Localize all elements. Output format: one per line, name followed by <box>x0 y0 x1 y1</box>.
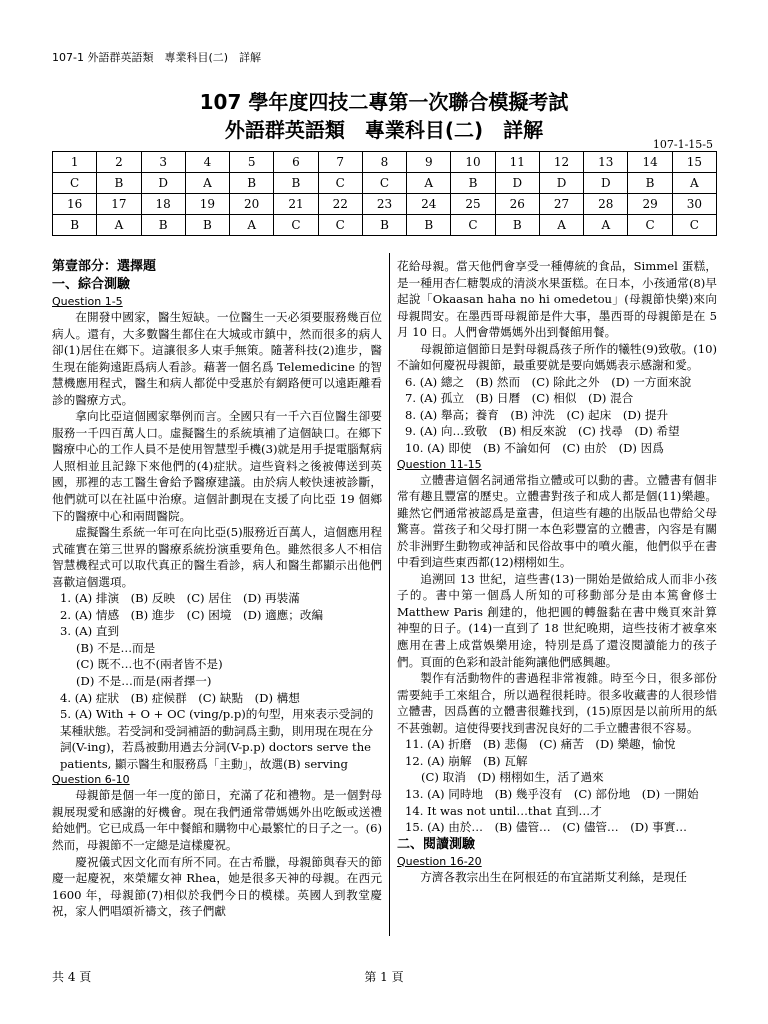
option-line: 7. (A) 孤立 (B) 日曆 (C) 相似 (D) 混合 <box>405 391 634 406</box>
option-line: 14. It was not until…that 直到…才 <box>405 803 602 818</box>
answer-number-cell: 30 <box>672 194 716 215</box>
answer-letter-cell: B <box>362 215 406 236</box>
answer-letter-cell: C <box>362 173 406 194</box>
exam-title: 107 學年度四技二專第一次聯合模擬考試 <box>199 90 569 114</box>
part-heading: 第壹部分：選擇題 <box>52 259 157 274</box>
answer-letter-cell: A <box>584 215 628 236</box>
answer-letter-cell: B <box>141 215 185 236</box>
question-group-label: Question 11-15 <box>397 457 482 471</box>
answer-number-cell: 1 <box>53 152 97 173</box>
option-line: 2. (A) 情感 (B) 進步 (C) 困境 (D) 適應；改編 <box>60 607 324 622</box>
answer-letter-cell: C <box>628 215 672 236</box>
passage-paragraph: 立體書這個名詞通常指立體或可以動的書。立體書有個非常有趣且豐富的歷史。立體書對孩子和成人都是個(11)樂趣。雖然它們通常被認爲是童書，但這些有趣的出版品也帶給父母驚喜。當孩子和父母打開一本色彩豐富的立體書，內容是有關於非洲野生動物或神話和民俗故事中的噴火龍，他們似乎在書中看到這些東西都(12)栩栩如生。 <box>397 472 717 570</box>
exam-code: 107-1-15-5 <box>652 138 713 151</box>
answer-number-cell: 25 <box>451 194 495 215</box>
answer-number-cell: 16 <box>53 194 97 215</box>
option-line: 3. (A) 直到 <box>60 624 120 639</box>
passage-paragraph: 虛擬醫生系統一年可在向比亞(5)服務近百萬人，這個應用程式確實在第三世界的醫療系統扮演重要角色。雖然很多人不相信智慧機程式可以取代真正的醫生看診，病人和醫生都顯示出他們喜歡這個選項。 <box>52 525 382 589</box>
answer-key-numbers-row-1 <box>53 152 717 173</box>
option-line: (C) 取消 (D) 栩栩如生，活了過來 <box>421 770 604 785</box>
answer-number-cell: 4 <box>185 152 229 173</box>
answer-letter-cell: C <box>451 215 495 236</box>
passage-paragraph: 方濟各教宗出生在阿根廷的布宜諾斯艾利絲，是現任 <box>420 869 687 884</box>
option-line: 6. (A) 總之 (B) 然而 (C) 除此之外 (D) 一方面來說 <box>405 374 692 389</box>
option-line: 15. (A) 由於… (B) 儘管… (C) 儘管… (D) 事實… <box>405 820 688 835</box>
answer-letter-cell: A <box>230 215 274 236</box>
answer-letter-cell: B <box>97 173 141 194</box>
answer-number-cell: 15 <box>672 152 716 173</box>
passage-paragraph: 在開發中國家，醫生短缺。一位醫生一天必須要服務幾百位病人。還有，大多數醫生都住在大城或市鎮中，然而很多的病人卻(1)居住在鄉下。這讓很多人束手無策。隨著科技(2)進步，醫生現在能夠遠距爲病人看診。藉著一個名爲 Telemedicine 的智慧機應用程式，醫生和病人都從中受惠於有網路便可以遠距離看診的醫療方式。 <box>52 310 382 407</box>
answer-number-cell: 24 <box>407 194 451 215</box>
page-number: 第 1 頁 <box>364 970 404 984</box>
answer-letter-cell: D <box>141 173 185 194</box>
answer-letter-cell: B <box>451 173 495 194</box>
answer-number-cell: 18 <box>141 194 185 215</box>
passage-paragraph: 製作有活動物件的書過程非常複雜。時至今日，很多部份需要純手工來組合，所以過程很耗時。很多收藏書的人很珍惜立體書，因爲舊的立體書很難找到，(15)原因是以前所用的紙不甚強韌。這使得要找到書況良好的二手立體書很不容易。 <box>397 671 717 735</box>
answer-key-table <box>52 151 717 236</box>
answer-number-cell: 5 <box>230 152 274 173</box>
answer-letter-cell: C <box>53 173 97 194</box>
answer-number-cell: 3 <box>141 152 185 173</box>
answer-number-cell: 14 <box>628 152 672 173</box>
answer-letter-cell: D <box>495 173 539 194</box>
option-line: (C) 既不…也不(兩者皆不是) <box>76 657 223 672</box>
option-line: 4. (A) 症狀 (B) 症候群 (C) 缺點 (D) 構想 <box>60 690 300 705</box>
page-header: 107-1 外語群英語類 專業科目(二) 詳解 <box>52 51 262 64</box>
answer-key-answers-row-2 <box>53 215 717 236</box>
answer-number-cell: 22 <box>318 194 362 215</box>
option-line: 5. (A) With + O + OC (ving/p.p)的句型，用來表示受詞的某種狀態。若受詞和受詞補語的動詞爲主動，則用現在現在分詞(V-ing)，若爲被動用過去分詞(V-p.p) doctors serve the patients, 顯示醫生和服務爲「主動」，故選(B) serving <box>60 707 374 771</box>
answer-number-cell: 6 <box>274 152 318 173</box>
answer-key-answers-row-1 <box>53 173 717 194</box>
answer-number-cell: 21 <box>274 194 318 215</box>
answer-letter-cell: D <box>584 173 628 194</box>
left-column <box>52 258 382 920</box>
answer-letter-cell: B <box>628 173 672 194</box>
options-list <box>397 374 717 457</box>
question-group-label: Question 16-20 <box>397 854 482 868</box>
option-line: (B) 不是…而是 <box>76 640 156 655</box>
answer-letter-cell: B <box>274 173 318 194</box>
option-line: 10. (A) 即使 (B) 不論如何 (C) 由於 (D) 因爲 <box>405 441 664 456</box>
options-list <box>397 736 717 835</box>
option-line: 9. (A) 向…致敬 (B) 相反來說 (C) 找尋 (D) 希望 <box>405 424 680 439</box>
answer-number-cell: 29 <box>628 194 672 215</box>
answer-number-cell: 20 <box>230 194 274 215</box>
page-count: 共 4 頁 <box>52 970 92 984</box>
answer-number-cell: 8 <box>362 152 406 173</box>
answer-letter-cell: B <box>495 215 539 236</box>
answer-number-cell: 12 <box>539 152 583 173</box>
passage-paragraph: 追溯回 13 世紀，這些書(13)一開始是做給成人而非小孩子的。書中第一個爲人所知的可移動部分是由本篤會修士 Matthew Paris 創建的，他把圓的轉盤黏在書中幾頁來計算神聖的日子。(14)一直到了 18 世紀晚期，這些技術才被拿來應用在書上成當娛樂用途，特別是爲了還沒閱讀能力的孩子們。頁面的色彩和設計能夠讓他們感興趣。 <box>397 571 717 669</box>
answer-letter-cell: C <box>672 215 716 236</box>
answer-number-cell: 13 <box>584 152 628 173</box>
answer-letter-cell: A <box>539 215 583 236</box>
passage-paragraph: 拿向比亞這個國家舉例而言。全國只有一千六百位醫生卻要服務一千四百萬人口。虛擬醫生的系統填補了這個缺口。在鄉下醫療中心的工作人員不是使用智慧型手機(3)就是用手提電腦幫病人照相並且記錄下來他們的(4)症狀。這些資料之後被傳送到英國，那裡的志工醫生會給予醫療建議。由於病人較快速被診斷，他們就可以在社區中治療。這個計劃現在支援了向比亞 19 個鄉下的醫療中心和兩間醫院。 <box>52 409 382 523</box>
right-column <box>397 258 717 885</box>
passage-paragraph: 慶祝儀式因文化而有所不同。在古希臘，母親節與春天的節慶一起慶祝，來榮耀女神 Rhea，她是很多天神的母親。在西元 1600 年，母親節(7)相似於我們今日的模樣。英國人到教堂慶祝，家人們唱頌祈禱文，孩子們獻 <box>52 854 382 919</box>
answer-letter-cell: B <box>53 215 97 236</box>
answer-number-cell: 2 <box>97 152 141 173</box>
passage-paragraph: 母親節這個節日是對母親爲孩子所作的犧牲(9)致敬。(10)不論如何慶祝母親節，最重要就是要向媽媽表示感謝和愛。 <box>397 341 717 373</box>
option-line: 12. (A) 崩解 (B) 瓦解 <box>405 753 528 768</box>
passage-paragraph: 母親節是個一年一度的節日，充滿了花和禮物。是一個對母親展現愛和感謝的好機會。現在我們通常帶媽媽外出吃飯或送禮給她們。它已成爲一年中餐館和購物中心最繁忙的日子之一。(6)然而，母親節不一定總是這樣慶祝。 <box>52 788 382 852</box>
answer-number-cell: 23 <box>362 194 406 215</box>
option-line: 11. (A) 折磨 (B) 悲傷 (C) 痛苦 (D) 樂趣，愉悅 <box>405 737 676 752</box>
section-heading-cloze: 一、綜合測驗 <box>52 277 131 292</box>
exam-subtitle: 外語群英語類 專業科目(二) 詳解 <box>224 118 544 142</box>
answer-letter-cell: C <box>318 215 362 236</box>
column-divider <box>389 253 390 936</box>
answer-number-cell: 9 <box>407 152 451 173</box>
option-line: 1. (A) 排演 (B) 反映 (C) 居住 (D) 再裝滿 <box>60 591 300 606</box>
answer-number-cell: 11 <box>495 152 539 173</box>
answer-letter-cell: D <box>539 173 583 194</box>
answer-number-cell: 26 <box>495 194 539 215</box>
option-line: 8. (A) 舉高；養育 (B) 沖洗 (C) 起床 (D) 提升 <box>405 407 669 422</box>
answer-key-numbers-row-2 <box>53 194 717 215</box>
answer-letter-cell: A <box>185 173 229 194</box>
answer-letter-cell: A <box>672 173 716 194</box>
option-line: 13. (A) 同時地 (B) 幾乎沒有 (C) 部份地 (D) 一開始 <box>405 786 699 801</box>
answer-letter-cell: A <box>97 215 141 236</box>
answer-number-cell: 7 <box>318 152 362 173</box>
passage-paragraph: 花給母親。當天他們會享受一種傳統的食品，Simmel 蛋糕，是一種用杏仁糖製成的清淡水果蛋糕。在日本，小孩通常(8)早起說「Okaasan haha no hi omedetou」(母親節快樂)來向母親問安。在墨西哥母親節是件大事，墨西哥的母親節是在 5 月 10 日。人們會帶媽媽外出到餐館用餐。 <box>397 259 717 340</box>
answer-letter-cell: B <box>407 215 451 236</box>
answer-number-cell: 28 <box>584 194 628 215</box>
answer-letter-cell: C <box>318 173 362 194</box>
option-line: (D) 不是…而是(兩者擇一) <box>76 674 212 689</box>
options-list <box>52 590 382 772</box>
answer-letter-cell: B <box>185 215 229 236</box>
question-group-label: Question 6-10 <box>52 773 130 787</box>
answer-number-cell: 27 <box>539 194 583 215</box>
answer-letter-cell: A <box>407 173 451 194</box>
section-heading-reading: 二、閱讀測驗 <box>397 836 476 852</box>
question-group-label: Question 1-5 <box>52 295 123 308</box>
answer-letter-cell: B <box>230 173 274 194</box>
answer-number-cell: 10 <box>451 152 495 173</box>
answer-number-cell: 19 <box>185 194 229 215</box>
answer-number-cell: 17 <box>97 194 141 215</box>
answer-letter-cell: C <box>274 215 318 236</box>
